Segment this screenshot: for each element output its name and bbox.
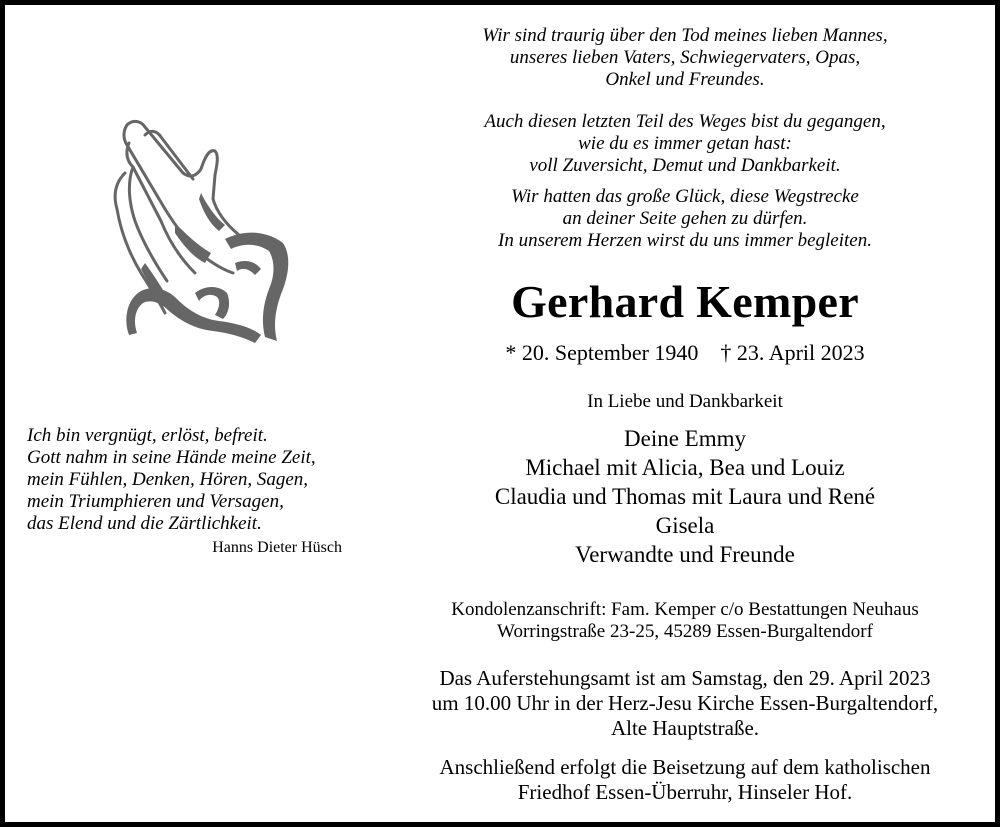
poem-line: mein Fühlen, Denken, Hören, Sagen, [27, 469, 309, 490]
verse-line: wie du es immer getan hast: [578, 133, 792, 154]
verse-line: Auch diesen letzten Teil des Weges bist du gegangen, [484, 111, 886, 132]
verse-line: voll Zuversicht, Demut und Dankbarkeit. [529, 155, 841, 176]
service-info [375, 666, 995, 741]
poem-author: Hanns Dieter Hüsch [212, 539, 342, 556]
mourner: Michael mit Alicia, Bea und Louiz [525, 455, 845, 480]
mourner: Gisela [655, 513, 715, 538]
poem [27, 425, 316, 535]
poem-line: Ich bin vergnügt, erlöst, befreit. [27, 425, 268, 446]
poem-line: Gott nahm in seine Hände meine Zeit, [27, 447, 316, 468]
address-line: Worringstraße 23-25, 45289 Essen-Burgaltendorf [497, 621, 873, 642]
verse-line: unseres lieben Vaters, Schwiegervaters, Opas, [509, 47, 861, 68]
service-line: Alte Hauptstraße. [610, 716, 760, 740]
burial-line: Anschließend erfolgt die Beisetzung auf dem katholischen [439, 755, 931, 779]
burial-line: Friedhof Essen-Überruhr, Hinseler Hof. [517, 780, 853, 804]
condolence-address [390, 599, 980, 643]
burial-info [375, 755, 995, 805]
verse-2 [390, 111, 980, 177]
address-line: Kondolenzanschrift: Fam. Kemper c/o Bestattungen Neuhaus [451, 599, 919, 620]
verse-3 [390, 186, 980, 252]
service-line: Das Auferstehungsamt ist am Samstag, den 29. April 2023 [439, 666, 931, 690]
deceased-name: Gerhard Kemper [511, 276, 859, 327]
mourners-list [390, 424, 980, 569]
birth-date: * 20. September 1940 [505, 340, 699, 365]
praying-hands-icon [105, 113, 295, 345]
mourner: Deine Emmy [624, 426, 746, 451]
verse-line: In unserem Herzen wirst du uns immer begleiten. [498, 230, 872, 251]
service-line: um 10.00 Uhr in der Herz-Jesu Kirche Essen-Burgaltendorf, [431, 691, 939, 715]
thanks-line: In Liebe und Dankbarkeit [587, 391, 783, 412]
verse-line: Onkel und Freundes. [605, 69, 765, 90]
verse-line: Wir hatten das große Glück, diese Wegstrecke [511, 186, 859, 207]
mourner: Claudia und Thomas mit Laura und René [494, 484, 876, 509]
death-date: † 23. April 2023 [720, 340, 865, 365]
mourner: Verwandte und Freunde [575, 542, 795, 567]
verse-line: an deiner Seite gehen zu dürfen. [562, 208, 808, 229]
verse-line: Wir sind traurig über den Tod meines lieben Mannes, [482, 25, 888, 46]
life-dates [390, 339, 980, 367]
verse-1 [390, 25, 980, 91]
poem-line: mein Triumphieren und Versagen, [27, 491, 284, 512]
poem-line: das Elend und die Zärtlichkeit. [27, 513, 262, 534]
